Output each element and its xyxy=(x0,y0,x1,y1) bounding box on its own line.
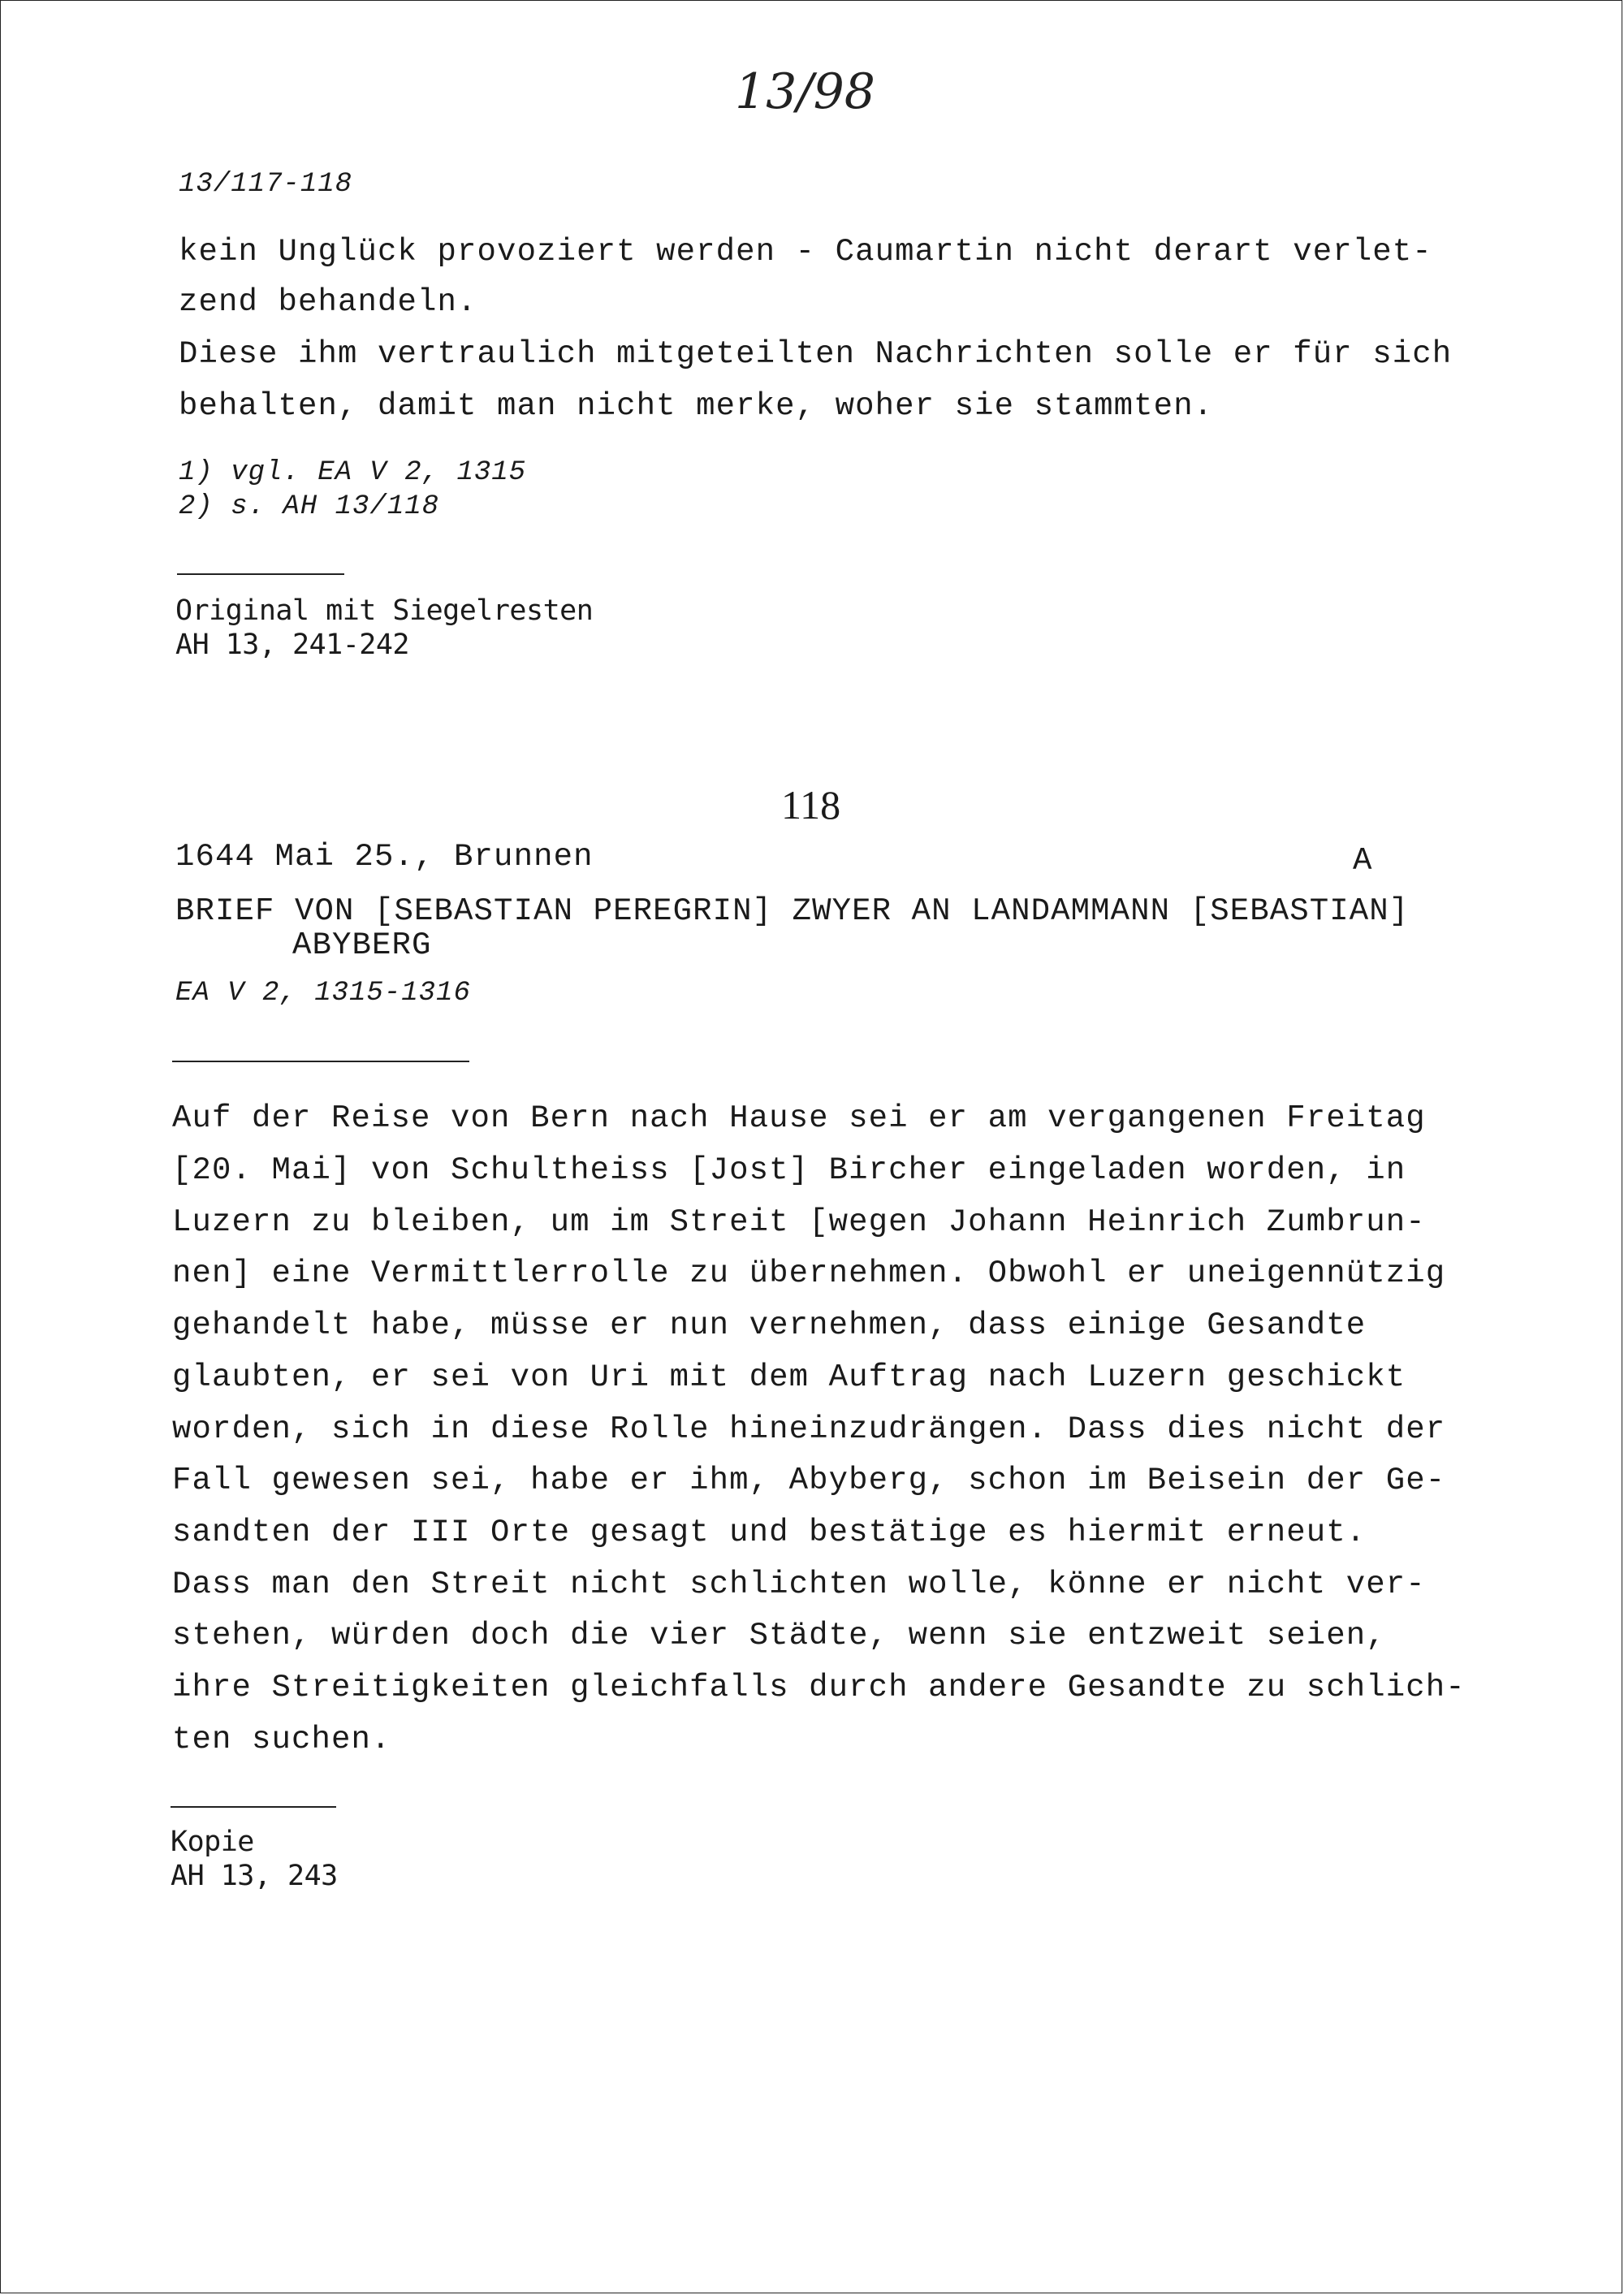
body-line: glaubten, er sei von Uri mit dem Auftrag nach Luzern geschickt xyxy=(172,1359,1406,1395)
separator-rule xyxy=(177,573,344,575)
source-note: Kopie xyxy=(171,1826,254,1858)
prev-text-line: zend behandeln. xyxy=(179,284,477,320)
body-line: Luzern zu bleiben, um im Streit [wegen Johann Heinrich Zumbrun- xyxy=(172,1204,1426,1240)
archive-mark: 13/98 xyxy=(735,63,875,120)
separator-rule xyxy=(172,1061,469,1062)
footnote: 2) s. AH 13/118 xyxy=(179,491,440,522)
body-line: stehen, würden doch die vier Städte, wenn sie entzweit seien, xyxy=(172,1618,1386,1653)
document-title: ABYBERG xyxy=(292,927,432,963)
body-line: sandten der III Orte gesagt und bestätige es hiermit erneut. xyxy=(172,1515,1367,1550)
source-note: Original mit Siegelresten xyxy=(175,594,594,627)
body-line: Fall gewesen sei, habe er ihm, Abyberg, schon im Beisein der Ge- xyxy=(172,1463,1446,1498)
document-marker: A xyxy=(1353,843,1373,879)
prev-text-line: behalten, damit man nicht merke, woher sie stammten. xyxy=(179,388,1214,424)
source-note: AH 13, 243 xyxy=(171,1860,338,1892)
prev-text-line: Diese ihm vertraulich mitgeteilten Nachrichten solle er für sich xyxy=(179,336,1453,372)
body-line: nen] eine Vermittlerrolle zu übernehmen. Obwohl er uneigennützig xyxy=(172,1256,1446,1291)
document-title: BRIEF VON [SEBASTIAN PEREGRIN] ZWYER AN LANDAMMANN [SEBASTIAN] xyxy=(175,893,1410,929)
footnote: 1) vgl. EA V 2, 1315 xyxy=(179,457,527,488)
body-line: ihre Streitigkeiten gleichfalls durch andere Gesandte zu schlich- xyxy=(172,1670,1466,1705)
edition-reference: EA V 2, 1315-1316 xyxy=(175,978,471,1009)
body-line: Auf der Reise von Bern nach Hause sei er am vergangenen Freitag xyxy=(172,1100,1426,1136)
body-line: [20. Mai] von Schultheiss [Jost] Bircher eingeladen worden, in xyxy=(172,1152,1406,1188)
source-note: AH 13, 241-242 xyxy=(175,629,410,661)
body-line: worden, sich in diese Rolle hineinzudrängen. Dass dies nicht der xyxy=(172,1411,1446,1447)
body-line: Dass man den Streit nicht schlichten wolle, könne er nicht ver- xyxy=(172,1567,1426,1602)
document-date-place: 1644 Mai 25., Brunnen xyxy=(175,839,594,875)
body-line: gehandelt habe, müsse er nun vernehmen, dass einige Gesandte xyxy=(172,1307,1367,1343)
prev-text-line: kein Unglück provoziert werden - Caumartin nicht derart verlet- xyxy=(179,234,1432,270)
body-line: ten suchen. xyxy=(172,1722,391,1757)
top-reference: 13/117-118 xyxy=(179,169,353,200)
separator-rule xyxy=(171,1806,336,1808)
document-number: 118 xyxy=(781,782,841,828)
